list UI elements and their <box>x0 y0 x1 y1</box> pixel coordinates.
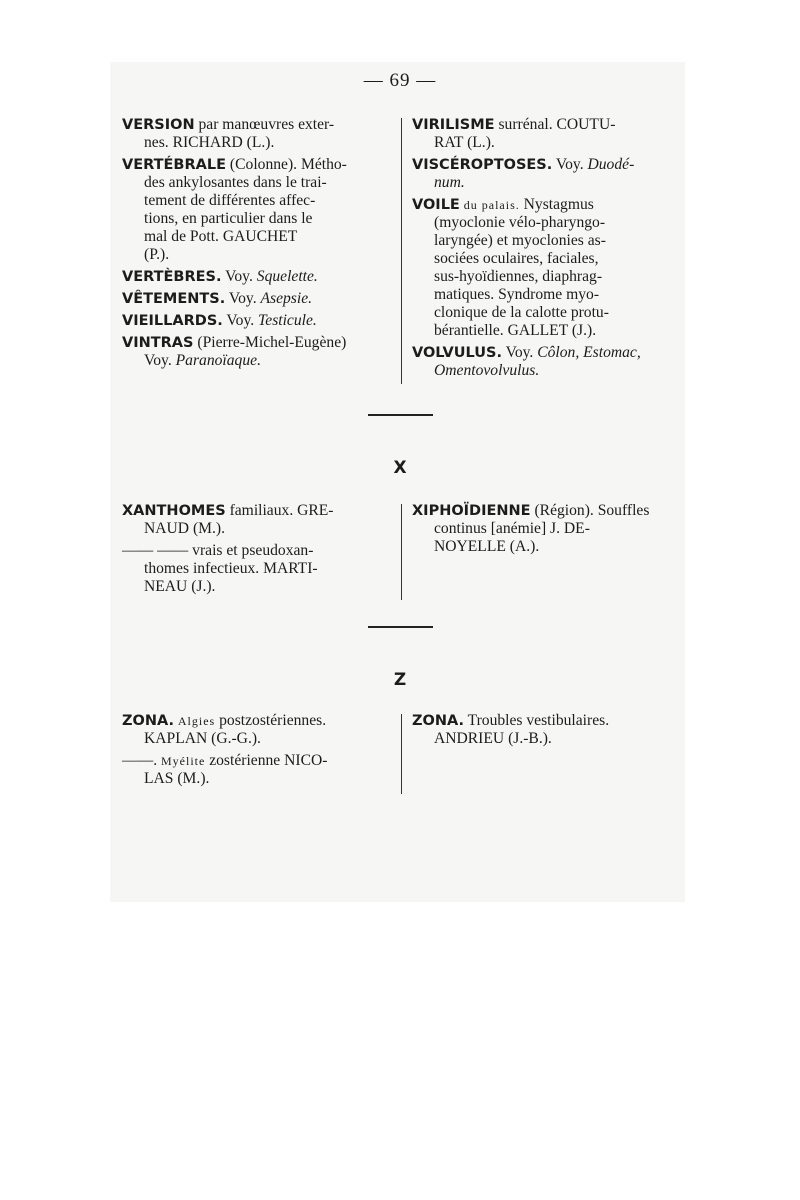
entry-continuation-line <box>122 770 384 788</box>
entry-continuation-line <box>412 134 687 152</box>
entry-italic-reference: Duodé- <box>587 156 635 173</box>
section-separator-rule <box>368 626 433 628</box>
entry-text: (Colonne). Métho- <box>226 156 347 173</box>
entry-first-line <box>122 156 384 174</box>
entry-first-line <box>122 116 384 134</box>
entry-text: tions, en particulier dans le <box>144 210 313 227</box>
entry-text: par manœuvres exter- <box>194 116 335 133</box>
entry-continuation-line <box>122 174 384 192</box>
index-entry <box>122 268 384 286</box>
index-entry <box>122 334 384 370</box>
entry-text: postzostériennes. <box>215 712 327 729</box>
entry-text: Voy. <box>225 290 261 307</box>
entry-italic-reference: num. <box>434 174 465 191</box>
entry-headword: VOLVULUS. <box>412 345 502 361</box>
entry-text: matiques. Syndrome myo- <box>434 286 600 303</box>
entry-text: Voy. <box>144 352 176 369</box>
entry-text: Voy. <box>501 344 538 361</box>
index-entry <box>122 712 384 748</box>
entry-text: sus-hyoïdiennes, diaphrag- <box>434 268 603 285</box>
entry-text: —— —— vrais et pseudoxan- <box>122 542 314 559</box>
letter-heading-x: X <box>393 458 407 478</box>
entry-first-line <box>412 712 687 730</box>
entry-headword: VÊTEMENTS. <box>122 291 226 307</box>
entry-headword: VIRILISME <box>412 117 495 133</box>
letter-heading-z: Z <box>393 670 407 690</box>
entry-headword: VERTÉBRALE <box>122 157 227 173</box>
entry-first-line <box>412 156 687 174</box>
index-entry <box>122 290 384 308</box>
entry-text: RAT (L.). <box>434 134 495 151</box>
entry-headword: VOILE <box>412 197 460 213</box>
entry-italic-reference: Asepsie. <box>260 290 313 307</box>
entry-text: NAUD (M.). <box>144 520 225 537</box>
index-entry <box>122 156 384 264</box>
entry-text: (Pierre-Michel-Eugène) <box>193 334 347 351</box>
entry-continuation-line <box>412 304 687 322</box>
entry-text: (P.). <box>144 246 170 263</box>
entry-italic-reference: Côlon, Estomac, <box>537 344 641 361</box>
entry-text: sociées oculaires, faciales, <box>434 250 599 267</box>
entry-headword: ZONA. <box>122 713 174 729</box>
entry-text: Troubles vestibulaires. <box>463 712 610 729</box>
column-right <box>412 502 687 560</box>
entry-continuation-line <box>122 246 384 264</box>
entry-continuation-line <box>412 250 687 268</box>
entry-continuation-line <box>122 352 384 370</box>
entry-first-line <box>122 334 384 352</box>
entry-text: Voy. <box>552 156 588 173</box>
index-entry <box>122 312 384 330</box>
entry-continuation-line <box>122 210 384 228</box>
entry-text: Nystagmus <box>519 196 594 213</box>
entry-text: (myoclonie vélo-pharyngo- <box>434 214 606 231</box>
entry-headword: XIPHOÏDIENNE <box>412 503 531 519</box>
index-entry <box>122 542 384 596</box>
entry-continuation-line <box>412 174 687 192</box>
entry-continuation-line <box>412 520 687 538</box>
entry-text: clonique de la calotte protu- <box>434 304 609 321</box>
entry-first-line <box>412 344 687 362</box>
entry-first-line <box>412 196 687 214</box>
entry-text: ——. <box>122 752 161 769</box>
index-entry <box>412 116 687 152</box>
entry-first-line <box>122 312 384 330</box>
column-divider <box>401 118 402 384</box>
entry-text: des ankylosantes dans le trai- <box>144 174 327 191</box>
entry-text: surrénal. COUTU- <box>494 116 616 133</box>
entry-text: (Région). Souffles <box>530 502 650 519</box>
entry-headword: VERSION <box>122 117 195 133</box>
entry-first-line <box>122 712 384 730</box>
entry-first-line <box>412 502 687 520</box>
entry-text: continus [anémie] J. DE- <box>434 520 590 537</box>
column-divider <box>401 714 402 794</box>
entry-text: NOYELLE (A.). <box>434 538 540 555</box>
entry-text: KAPLAN (G.-G.). <box>144 730 261 747</box>
entry-headword: VISCÉROPTOSES. <box>412 157 553 173</box>
entry-text: ANDRIEU (J.-B.). <box>434 730 552 747</box>
entry-continuation-line <box>412 268 687 286</box>
entry-continuation-line <box>122 134 384 152</box>
entry-first-line <box>122 542 384 560</box>
column-right <box>412 712 687 752</box>
entry-text: familiaux. GRE- <box>225 502 334 519</box>
entry-text: NEAU (J.). <box>144 578 216 595</box>
entry-text: laryngée) et myoclonies as- <box>434 232 606 249</box>
entry-text: zostérienne NICO- <box>205 752 328 769</box>
entry-text: tement de différentes affec- <box>144 192 316 209</box>
entry-continuation-line <box>122 730 384 748</box>
entry-continuation-line <box>122 560 384 578</box>
column-left <box>122 116 384 374</box>
index-entry <box>412 344 687 380</box>
entry-italic-reference: Paranoïaque. <box>175 352 261 369</box>
entry-continuation-line <box>412 362 687 380</box>
entry-headword: VINTRAS <box>122 335 194 351</box>
entry-continuation-line <box>412 232 687 250</box>
entry-italic-reference: Omentovolvulus. <box>434 362 540 379</box>
entry-headword: XANTHOMES <box>122 503 226 519</box>
entry-continuation-line <box>412 730 687 748</box>
entry-text: mal de Pott. GAUCHET <box>144 228 298 245</box>
entry-headword: VIEILLARDS. <box>122 313 223 329</box>
entry-continuation-line <box>122 192 384 210</box>
index-entry <box>412 712 687 748</box>
entry-continuation-line <box>412 286 687 304</box>
entry-continuation-line <box>412 322 687 340</box>
column-left <box>122 712 384 792</box>
entry-smallcaps-text: du palais. <box>463 198 520 212</box>
entry-first-line <box>122 268 384 286</box>
index-entry <box>412 156 687 192</box>
column-left <box>122 502 384 600</box>
entry-continuation-line <box>412 214 687 232</box>
entry-italic-reference: Testicule. <box>258 312 317 329</box>
column-divider <box>401 504 402 600</box>
entry-continuation-line <box>412 538 687 556</box>
entry-smallcaps-text: Myélite <box>160 754 206 768</box>
index-entry <box>122 502 384 538</box>
entry-text: bérantielle. GALLET (J.). <box>434 322 597 339</box>
entry-text: nes. RICHARD (L.). <box>144 134 275 151</box>
index-entry <box>412 196 687 340</box>
entry-text: Voy. <box>221 268 257 285</box>
entry-first-line <box>122 502 384 520</box>
entry-headword: ZONA. <box>412 713 464 729</box>
entry-text: Voy. <box>222 312 259 329</box>
entry-italic-reference: Squelette. <box>256 268 318 285</box>
entry-text: thomes infectieux. MARTI- <box>144 560 318 577</box>
entry-first-line <box>122 290 384 308</box>
column-right <box>412 116 687 384</box>
index-entry <box>122 116 384 152</box>
entry-continuation-line <box>122 520 384 538</box>
entry-continuation-line <box>122 578 384 596</box>
section-separator-rule <box>368 414 433 416</box>
entry-smallcaps-text: Algies <box>177 714 216 728</box>
entry-first-line <box>122 752 384 770</box>
entry-first-line <box>412 116 687 134</box>
index-entry <box>412 502 687 556</box>
index-entry <box>122 752 384 788</box>
entry-text: LAS (M.). <box>144 770 210 787</box>
page-number: — 69 — <box>363 70 437 91</box>
entry-continuation-line <box>122 228 384 246</box>
entry-headword: VERTÈBRES. <box>122 269 222 285</box>
